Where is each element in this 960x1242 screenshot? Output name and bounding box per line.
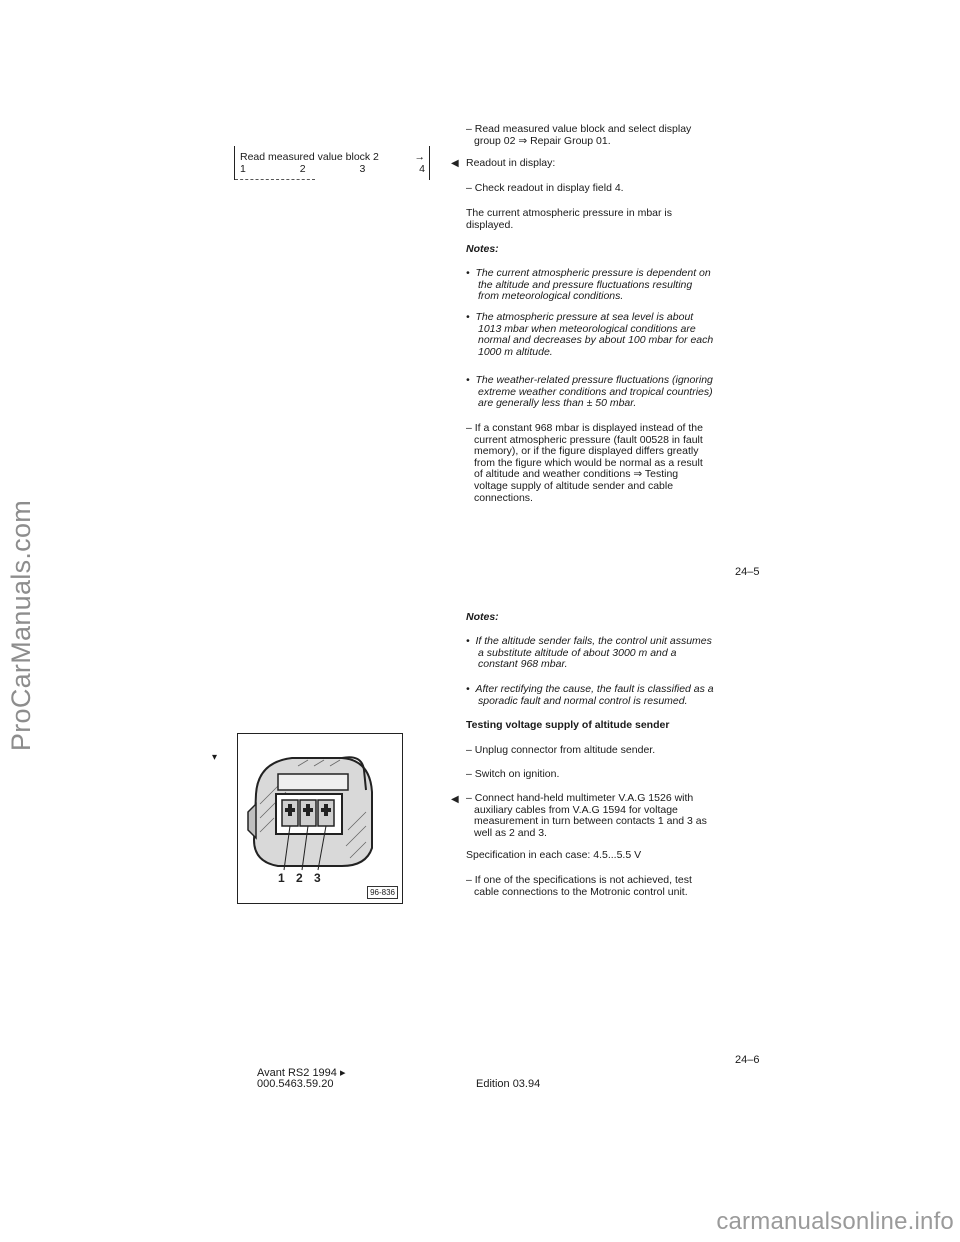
page-number-top: 24–5 [735, 566, 760, 578]
step-multimeter: – Connect hand-held multimeter V.A.G 1526 with auxiliary cables from V.A.G 1594 for voltage measurement in turn between contacts 1 and 3 as well as 2 and 3. [466, 792, 707, 839]
contact-label-2: 2 [296, 871, 303, 885]
note-bullet-1: • The current atmospheric pressure is dependent on the altitude and pressure fluctuations resulting from meteorological conditions. [466, 267, 711, 303]
page-24-6-text [466, 611, 714, 912]
display-field-3: 3 [359, 163, 366, 175]
connector-figure [237, 733, 403, 904]
section-heading: Testing voltage supply of altitude sender [466, 719, 670, 731]
footer-code: 000.5463.59.20 [257, 1078, 334, 1090]
display-field-1: 1 [240, 163, 246, 175]
note-bullet-4: • If the altitude sender fails, the control unit assumes a substitute altitude of about 3000 m and a constant 968 mbar. [466, 635, 712, 671]
note-bullet-2-text: The atmospheric pressure at sea level is about 1013 mbar when meteorological conditions are normal and decreases by about 100 mbar for each 1000 m altitude. [475, 311, 714, 358]
contact-label-1: 1 [278, 871, 285, 885]
note-bullet-5: • After rectifying the cause, the fault is classified as a sporadic fault and normal control is resumed. [466, 683, 714, 707]
page-24-5-text [466, 123, 714, 524]
display-row-2 [240, 163, 425, 176]
left-pointing-arrow-icon: ◀ [451, 794, 459, 805]
notes-heading-bottom: Notes: [466, 611, 499, 623]
note-bullet-2: • The atmospheric pressure at sea level is about 1013 mbar when meteorological conditions are normal and decreases by about 100 mbar for each 1000 m altitude. [466, 311, 714, 358]
step-ignition: – Switch on ignition. [466, 768, 560, 780]
note-bullet-3: • The weather-related pressure fluctuations (ignoring extreme weather conditions and tropical countries) are generally less than ± 50 mbar. [466, 374, 713, 410]
figure-marker: ▾ [212, 752, 218, 763]
specification: Specification in each case: 4.5...5.5 V [466, 849, 642, 861]
display-row1-label: Read measured value block [240, 151, 371, 163]
pressure-paragraph: The current atmospheric pressure in mbar is displayed. [466, 207, 672, 231]
step-check-field: – Check readout in display field 4. [466, 182, 624, 194]
side-watermark [4, 210, 40, 1040]
display-field-2: 2 [299, 163, 306, 175]
notes-heading-top: Notes: [466, 243, 499, 255]
step-unplug: – Unplug connector from altitude sender. [466, 744, 656, 756]
display-underline [235, 179, 315, 180]
step-constant-968: – If a constant 968 mbar is displayed instead of the current atmospheric pressure (fault 00528 in fault memory), or if the figure displayed differs greatly from the figure which would be normal as a result of altitude and weather conditions ⇒ Testing voltage supply of altitude sender and cable connections. [466, 422, 703, 504]
readout-label: Readout in display: [466, 157, 556, 169]
display-row1-group: 2 [373, 151, 379, 163]
note-bullet-5-text: After rectifying the cause, the fault is classified as a sporadic fault and normal control is resumed. [475, 683, 714, 707]
step-read-block: – Read measured value block and select display group 02 ⇒ Repair Group 01. [466, 123, 692, 147]
display-row1-arrow: → [414, 151, 425, 163]
side-watermark-text: ProCarManuals.com [6, 499, 37, 751]
left-pointing-arrow-icon: ◀ [451, 158, 459, 169]
step-test-cables: – If one of the specifications is not achieved, test cable connections to the Motronic control unit. [466, 874, 692, 898]
figure-reference: 96-836 [367, 886, 398, 899]
display-readout-box [234, 146, 430, 180]
footer-left [257, 1068, 346, 1090]
note-bullet-3-text: The weather-related pressure fluctuations (ignoring extreme weather conditions and tropical countries) are generally less than ± 50 mbar. [475, 374, 713, 410]
contact-label-3: 3 [314, 871, 321, 885]
bottom-watermark: carmanualsonline.info [716, 1208, 954, 1235]
page-number-bottom: 24–6 [735, 1054, 760, 1066]
note-bullet-4-text: If the altitude sender fails, the control unit assumes a substitute altitude of about 3000 m and a constant 968 mbar. [475, 635, 712, 671]
display-field-4: 4 [419, 163, 425, 175]
note-bullet-1-text: The current atmospheric pressure is dependent on the altitude and pressure fluctuations resulting from meteorological conditions. [475, 267, 711, 303]
altitude-sender-connector-illustration [238, 734, 402, 903]
footer-model: Avant RS2 1994 ▸ [257, 1067, 346, 1079]
footer-edition: Edition 03.94 [476, 1078, 541, 1090]
